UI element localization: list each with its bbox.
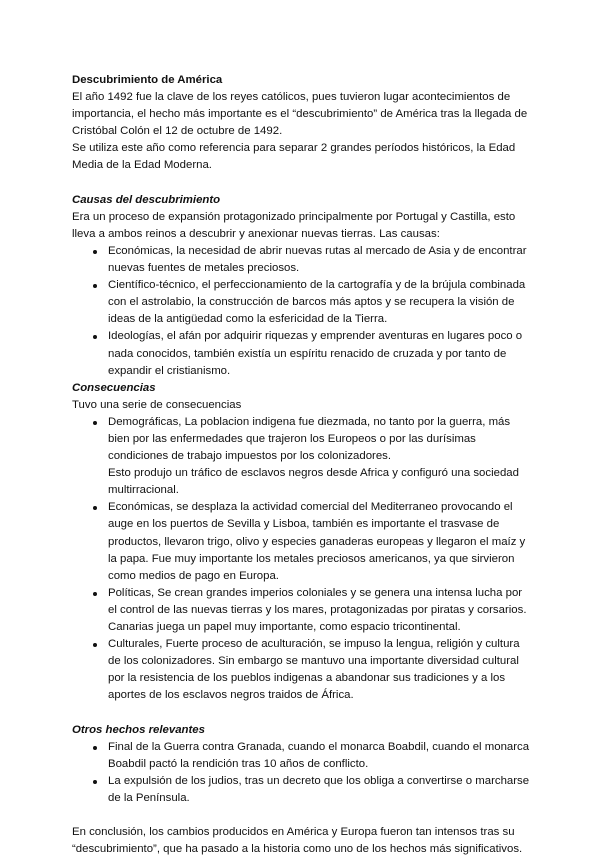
blank-line [72,807,532,824]
intro-paragraph: Se utiliza este año como referencia para separar 2 grandes períodos históricos, la Edad Media de la Edad Moderna. [72,142,516,172]
section-heading-consecuencias: Consecuencias [72,381,156,394]
list-item: Culturales, Fuerte proceso de aculturación, se impuso la lengua, religión y cultura de los colonizadores. Sin embargo se mantuvo una importante diversidad cultural por la resistencia de los pueblos indigenas a abandonar sus tradiciones y a los aportes de los esclavos negros traidos de África. [108,636,532,704]
list-item: Económicas, se desplaza la actividad comercial del Mediterraneo provocando el auge en los puertos de Sevilla y Lisboa, también es importante el trasvase de productos, llevaron trigo, olivo y especies ganaderas europeas y llegaron el maíz y la papa. Fue muy importante los metales preciosos americanos, ya que sirvieron como medios de pago en Europa. [108,499,532,584]
list-item: Ideologías, el afán por adquirir riquezas y emprender aventuras en lugares poco o nada conocidos, también existía un espíritu renacido de cruzada y por tanto de expandir el cristianismo. [108,328,532,379]
causas-list [72,243,532,380]
document-title: Descubrimiento de América [72,74,223,86]
consecuencias-text: Tuvo una serie de consecuencias [72,398,242,411]
blank-line [72,175,532,192]
section-heading-causas: Causas del descubrimiento [72,193,221,206]
list-item: Final de la Guerra contra Granada, cuando el monarca Boabdil, cuando el monarca Boabdil pactó la rendición tras 10 años de conflicto. [108,739,532,773]
otros-list [72,739,532,807]
blank-line [72,704,532,721]
document-page [72,72,532,858]
list-item: Científico-técnico, el perfeccionamiento de la cartografía y de la brújula combinada con el astrolabio, la construcción de barcos más aptos y se recupera la visión de ideas de la antigüedad como la esfericidad de la Tierra. [108,277,532,328]
list-item [108,414,532,499]
list-item: Económicas, la necesidad de abrir nuevas rutas al mercado de Asia y de encontrar nuevas fuentes de metales preciosos. [108,243,532,277]
list-item: La expulsión de los judios, tras un decreto que los obliga a convertirse o marcharse de la Península. [108,773,532,807]
list-item: Políticas, Se crean grandes imperios coloniales y se genera una intensa lucha por el control de las nuevas tierras y los mares, protagonizadas por piratas y corsarios. Canarias juega un papel muy importante, como espacio tricontinental. [108,585,532,636]
consecuencias-list [72,414,532,705]
list-item-extra: Esto produjo un tráfico de esclavos negros desde Africa y configuró una sociedad multirracional. [108,467,519,497]
conclusion-paragraph: En conclusión, los cambios producidos en América y Europa fueron tan intensos tras su “descubrimiento”, que ha pasado a la historia como uno de los hechos más significativos. [72,826,523,856]
causas-text: Era un proceso de expansión protagonizado principalmente por Portugal y Castilla, esto lleva a ambos reinos a descubrir y anexionar nuevas tierras. Las causas: [72,210,516,240]
section-heading-otros: Otros hechos relevantes [72,723,205,736]
list-item-text: Demográficas, La poblacion indigena fue diezmada, no tanto por la guerra, más bien por las enfermedades que trajeron los Europeos o por las durísimas condiciones de trabajo impuestos por los colonizadores. [108,415,511,463]
intro-paragraph: El año 1492 fue la clave de los reyes católicos, pues tuvieron lugar acontecimientos de importancia, el hecho más importante es el “descubrimiento” de América tras la llegada de Cristóbal Colón el 12 de octubre de 1492. [72,91,528,138]
